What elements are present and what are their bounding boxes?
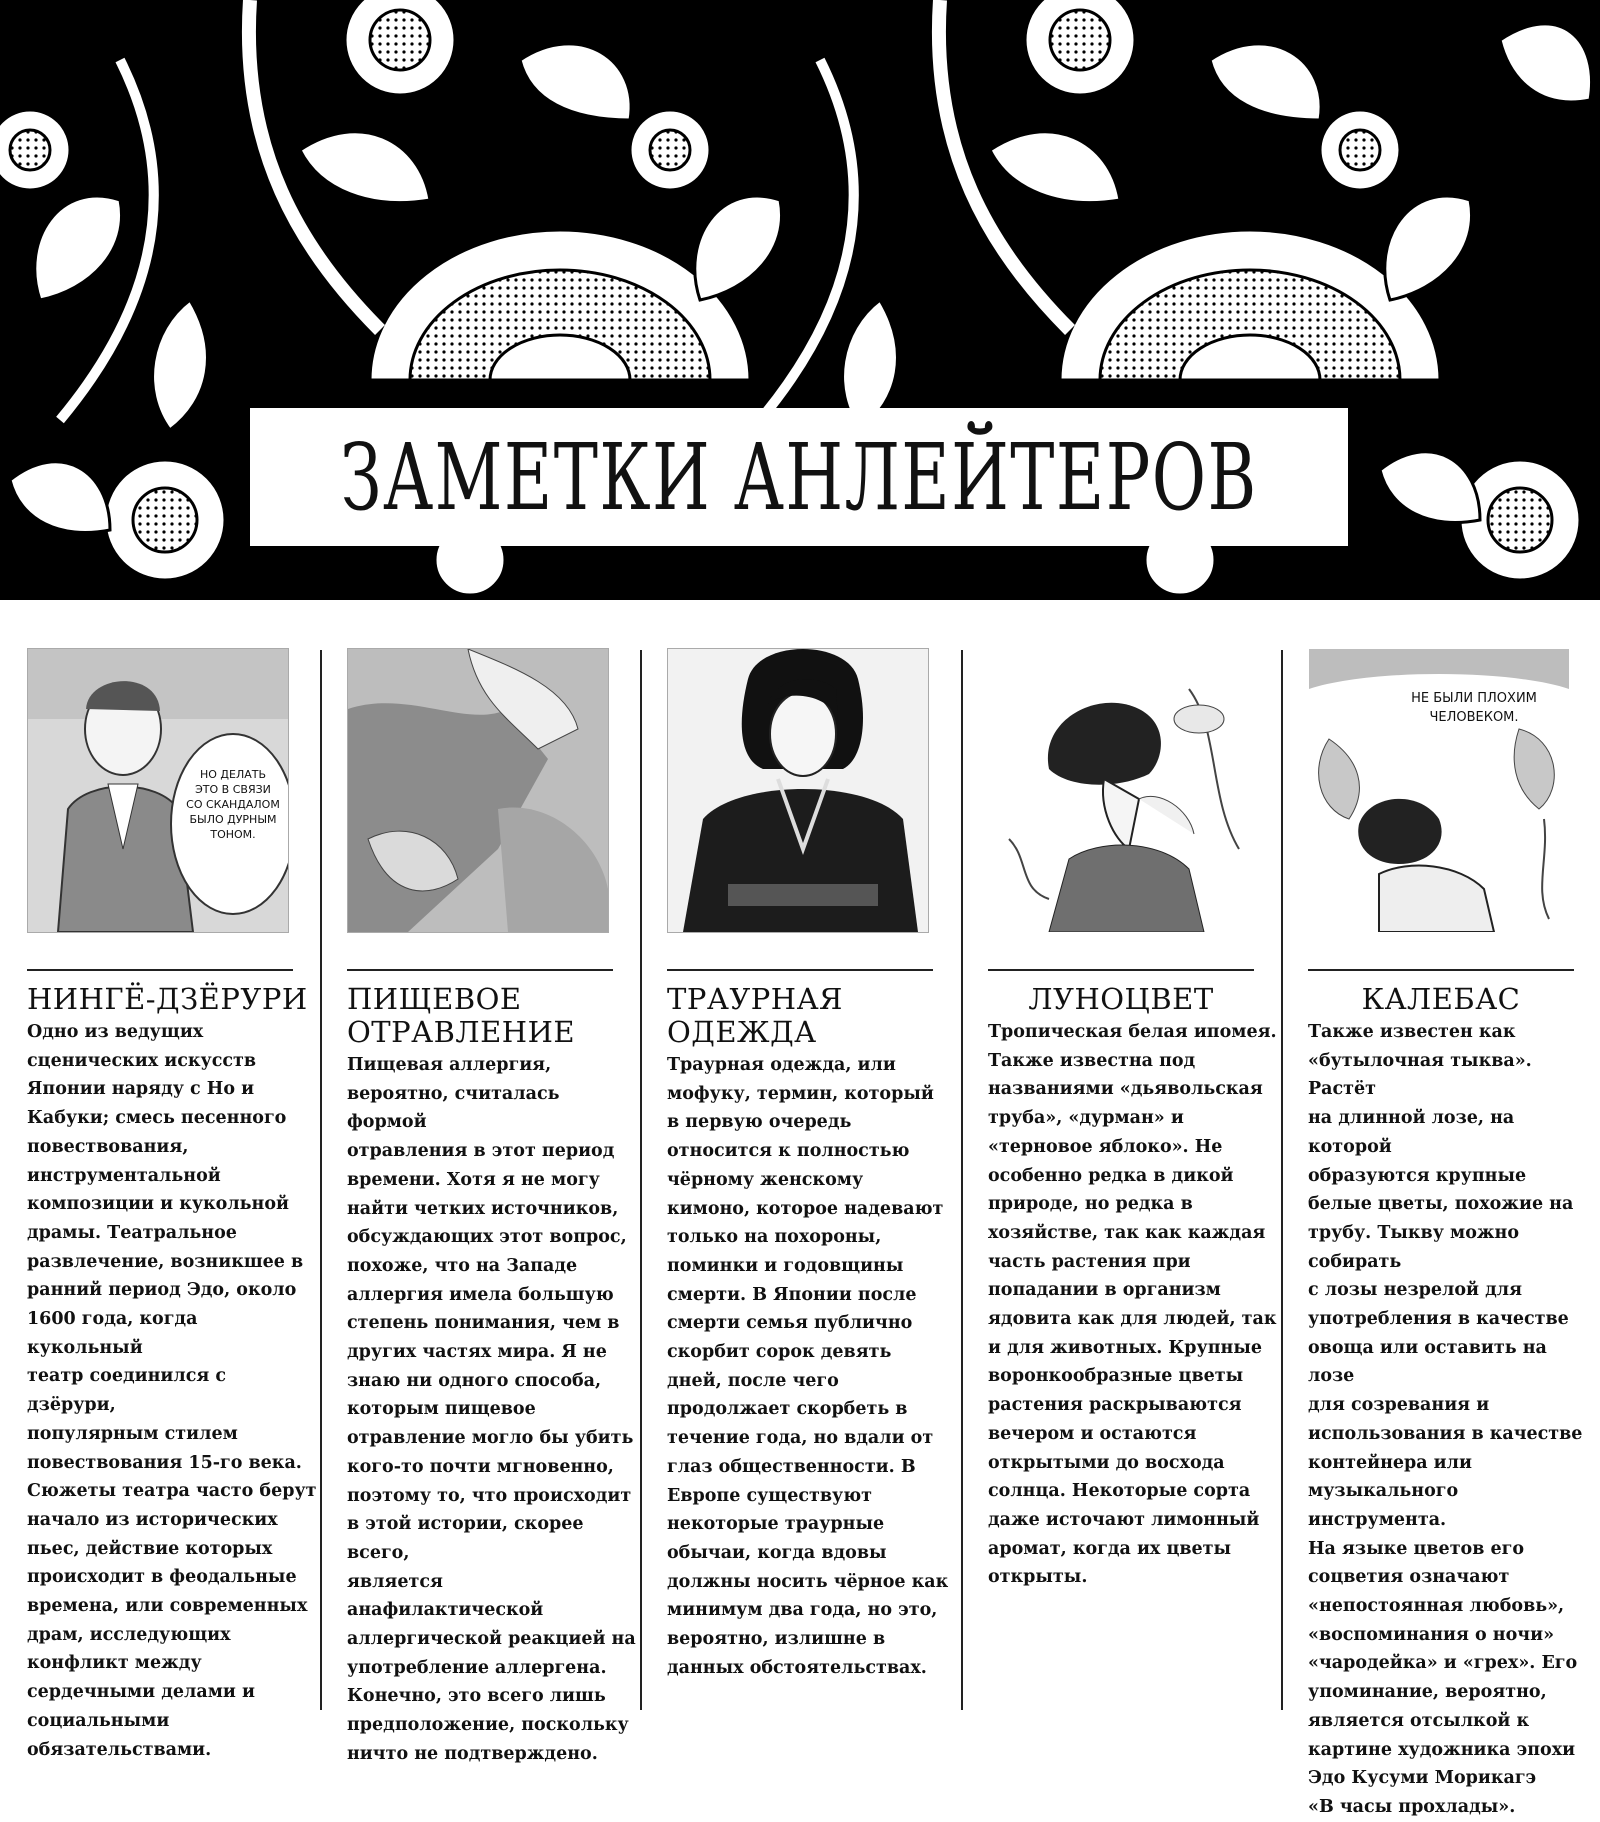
manga-panel <box>667 648 929 933</box>
heading-rule <box>667 969 933 971</box>
note-column-mourning-clothes <box>667 648 957 1682</box>
speech-bubble: НО ДЕЛАТЬ ЭТО В СВЯЗИ СО СКАНДАЛОМ БЫЛО ДУРНЫМ ТОНОМ. <box>186 768 280 841</box>
kimono-figure-image <box>348 649 608 932</box>
heading-rule <box>347 969 613 971</box>
column-divider <box>1281 650 1283 1710</box>
manga-panel <box>988 648 1250 933</box>
note-body: Пищевая аллергия, вероятно, считалась формой отравления в этот период времени. Хотя я не могу найти четких источников, обсуждающих этот вопрос, похоже, что на Западе аллергия имела большую степень понимания, чем в других частях мира. Я не знаю ни одного способа, которым пищевое отравление могло бы убить кого-то почти мгновенно, поэтому то, что происходит в этой истории, скорее всего, является анафилактической аллергической реакцией на употребление аллергена. Конечно, это всего лишь предположение, поскольку ничто не подтверждено. <box>347 1055 636 1764</box>
note-heading: ЛУНОЦВЕТ <box>1028 982 1214 1016</box>
note-column-moonflower <box>988 648 1278 1592</box>
note-body: Также известен как «бутылочная тыква». Растёт на длинной лозе, на которой образуются крупные белые цветы, похожие на трубу. Тыкву можно собирать с лозы незрелой для употребления в качестве овоща или оставить на лозе для созревания и использования в качестве контейнера или музыкального инструмента. На языке цветов его соцветия означают «непостоянная любовь», «воспоминания о ночи» «чародейка» и «грех». Его упоминание, вероятно, является отсылкой к картине художника эпохи Эдо Кусуми Морикагэ «В часы прохлады». <box>1308 1022 1583 1817</box>
note-heading: НИНГЁ-ДЗЁРУРИ <box>27 982 308 1016</box>
note-column-ningyo-joruri <box>27 648 317 1764</box>
note-body: Одно из ведущих сценических искусств Японии наряду с Но и Кабуки; смесь песенного повествования, инструментальной композиции и кукольной драмы. Театральное развлечение, возникшее в ранний период Эдо, около 1600 года, когда кукольный театр соединился с дзёрури, популярным стилем повествования 15-го века. Сюжеты театра часто берут начало из исторических пьес, действие которых происходит в феодальные времена, или современных драм, исследующих конфликт между сердечными делами и социальными обязательствами. <box>27 1022 317 1760</box>
boy-with-vines-image <box>989 649 1249 932</box>
speech-bubble: НЕ БЫЛИ ПЛОХИМ ЧЕЛОВЕКОМ. <box>1411 691 1537 725</box>
column-divider <box>320 650 322 1710</box>
note-heading: ПИЩЕВОЕ ОТРАВЛЕНИЕ <box>347 982 576 1049</box>
note-heading: КАЛЕБАС <box>1361 982 1521 1016</box>
manga-panel <box>347 648 609 933</box>
note-heading: ТРАУРНАЯ ОДЕЖДА <box>667 982 843 1049</box>
note-body: Тропическая белая ипомея. Также известна под названиями «дьявольская труба», «дурман» и «терновое яблоко». Не особенно редка в дикой природе, но редка в хозяйстве, так как каждая часть растения при попадании в организм ядовита как для людей, так и для животных. Крупные воронкообразные цветы растения раскрываются вечером и остаются открытыми до восхода солнца. Некоторые сорта даже источают лимонный аромат, когда их цветы открыты. <box>988 1022 1277 1588</box>
title-box <box>250 408 1348 546</box>
heading-rule <box>988 969 1254 971</box>
note-column-calabash <box>1308 648 1598 1822</box>
column-divider <box>640 650 642 1710</box>
manga-panel <box>1308 648 1570 933</box>
heading-rule <box>27 969 293 971</box>
manga-panel <box>27 648 289 933</box>
note-column-food-poisoning <box>347 648 637 1769</box>
floral-banner <box>0 0 1600 600</box>
column-divider <box>961 650 963 1710</box>
note-body: Траурная одежда, или мофуку, термин, который в первую очередь относится к полностью чёрному женскому кимоно, которое надевают только на похороны, поминки и годовщины смерти. В Японии после смерти семья публично скорбит сорок девять дней, после чего продолжает скорбеть в течение года, но вдали от глаз общественности. В Европе существуют некоторые траурные обычаи, когда вдовы должны носить чёрное как минимум два года, но это, вероятно, излишне в данных обстоятельствах. <box>667 1055 949 1678</box>
heading-rule <box>1308 969 1574 971</box>
woman-in-black-kimono-image <box>668 649 928 932</box>
page-title: ЗАМЕТКИ АНЛЕЙТЕРОВ <box>340 423 1258 531</box>
